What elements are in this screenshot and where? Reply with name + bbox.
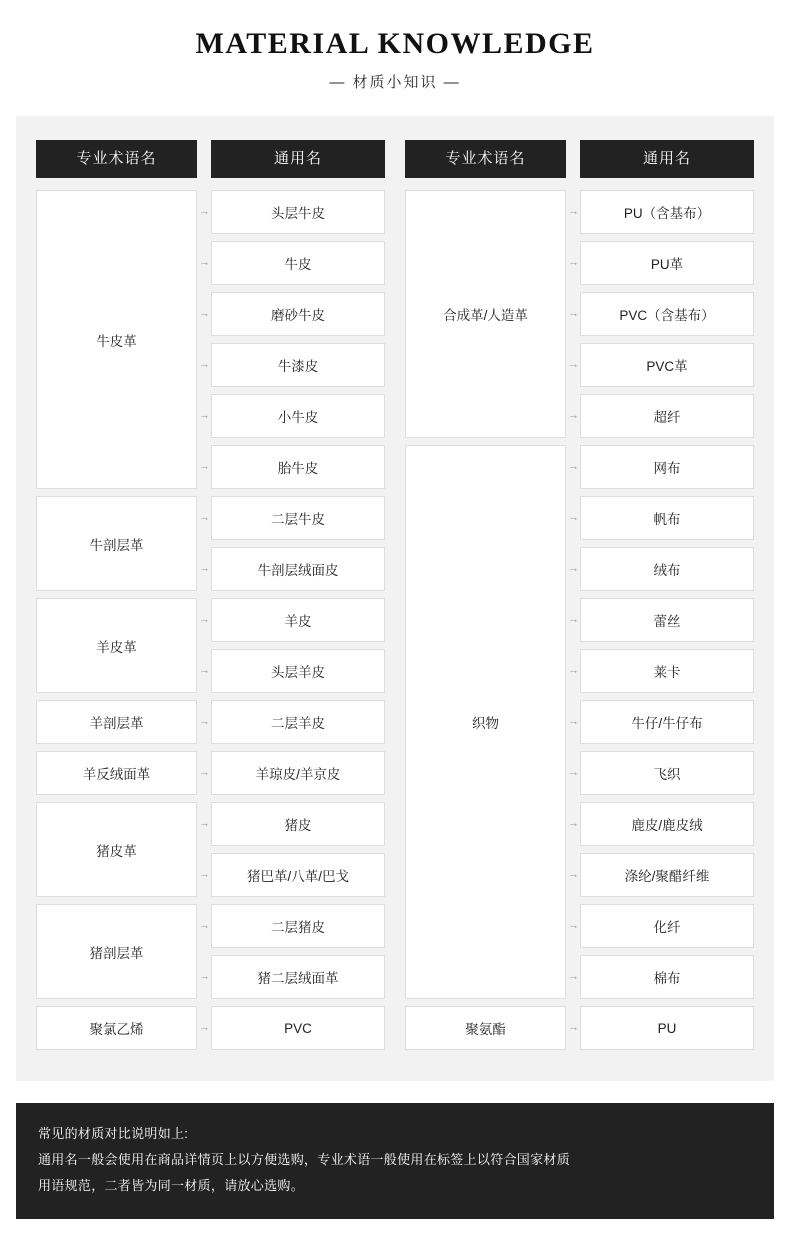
common-name-label: 羊琼皮/羊京皮 <box>255 767 341 782</box>
comparison-panel <box>16 116 774 1081</box>
arrow-right-icon: → <box>568 460 579 473</box>
common-name-label: 二层羊皮 <box>271 716 325 731</box>
term-cell: 聚氯乙烯 <box>36 1006 197 1050</box>
arrow-right-icon: → <box>568 970 579 983</box>
term-cell: 猪皮革 <box>36 802 197 897</box>
common-name-label: 牛仔/牛仔布 <box>631 716 703 731</box>
arrow-right-icon: → <box>199 817 210 830</box>
header-common-left: 通用名 <box>211 140 385 178</box>
arrow-right-icon: → <box>199 970 210 983</box>
common-name-cell <box>199 700 385 744</box>
common-name-label: 化纤 <box>653 920 681 935</box>
common-name-label: 头层牛皮 <box>271 206 325 221</box>
common-name-cell <box>199 904 385 948</box>
common-name-label: 胎牛皮 <box>277 461 319 476</box>
common-name-label: 牛剖层绒面皮 <box>257 563 339 578</box>
header-term-left: 专业术语名 <box>36 140 197 178</box>
arrow-right-icon: → <box>199 562 210 575</box>
term-cell: 羊剖层革 <box>36 700 197 744</box>
common-name-label: 莱卡 <box>653 665 681 680</box>
common-name-label: 猪巴革/八革/巴戈 <box>246 869 349 884</box>
note-line-2: 通用名一般会使用在商品详情页上以方便选购，专业术语一般使用在标签上以符合国家材质 <box>38 1152 571 1167</box>
common-name-label: 棉布 <box>653 971 681 986</box>
footer-note <box>16 1103 774 1219</box>
common-name-cell <box>199 649 385 693</box>
common-name-label: 二层猪皮 <box>271 920 325 935</box>
header-term-right: 专业术语名 <box>405 140 566 178</box>
arrow-right-icon: → <box>199 460 210 473</box>
common-name-label: PU革 <box>650 257 684 272</box>
term-cell: 羊反绒面革 <box>36 751 197 795</box>
common-name-cell <box>568 496 754 540</box>
arrow-right-icon: → <box>568 511 579 524</box>
common-name-cell <box>568 241 754 285</box>
left-common-column <box>199 140 385 1057</box>
common-name-cell <box>568 751 754 795</box>
common-name-label: 猪二层绒面革 <box>257 971 339 986</box>
right-common-stack <box>568 190 754 1050</box>
left-column-pair <box>36 140 385 1057</box>
common-name-cell <box>199 190 385 234</box>
common-name-label: 蕾丝 <box>653 614 681 629</box>
term-cell: 羊皮革 <box>36 598 197 693</box>
common-name-label: 羊皮 <box>284 614 312 629</box>
arrow-right-icon: → <box>568 1021 579 1034</box>
common-name-label: PU（含基布） <box>623 206 711 221</box>
common-name-cell <box>199 445 385 489</box>
common-name-label: 牛皮 <box>284 257 312 272</box>
common-name-cell <box>199 292 385 336</box>
page-title: MATERIAL KNOWLEDGE <box>195 27 595 60</box>
common-name-cell <box>568 547 754 591</box>
header-common-right: 通用名 <box>580 140 754 178</box>
common-name-cell <box>568 394 754 438</box>
common-name-label: 帆布 <box>653 512 681 527</box>
right-term-stack <box>405 190 566 1050</box>
arrow-right-icon: → <box>199 766 210 779</box>
arrow-right-icon: → <box>199 409 210 422</box>
common-name-cell <box>199 496 385 540</box>
arrow-right-icon: → <box>568 766 579 779</box>
arrow-right-icon: → <box>568 613 579 626</box>
arrow-right-icon: → <box>199 868 210 881</box>
common-name-label: 超纤 <box>653 410 681 425</box>
right-common-column <box>568 140 754 1057</box>
common-name-cell <box>199 547 385 591</box>
common-name-label: 绒布 <box>653 563 681 578</box>
common-name-cell <box>568 955 754 999</box>
arrow-right-icon: → <box>199 358 210 371</box>
common-name-cell <box>199 1006 385 1050</box>
arrow-right-icon: → <box>199 919 210 932</box>
common-name-cell <box>568 649 754 693</box>
common-name-cell <box>199 394 385 438</box>
page-subtitle: — 材质小知识 — <box>329 74 461 91</box>
common-name-cell <box>568 343 754 387</box>
common-name-label: 涤纶/聚醋纤维 <box>624 869 710 884</box>
common-name-label: 小牛皮 <box>277 410 319 425</box>
common-name-cell <box>568 700 754 744</box>
common-name-cell <box>568 853 754 897</box>
arrow-right-icon: → <box>568 664 579 677</box>
common-name-cell <box>199 241 385 285</box>
common-name-cell <box>568 1006 754 1050</box>
common-name-cell <box>568 598 754 642</box>
arrow-right-icon: → <box>568 358 579 371</box>
common-name-cell <box>568 904 754 948</box>
common-name-cell <box>199 598 385 642</box>
arrow-right-icon: → <box>568 817 579 830</box>
arrow-right-icon: → <box>199 613 210 626</box>
arrow-right-icon: → <box>199 307 210 320</box>
left-term-stack <box>36 190 197 1050</box>
term-cell: 织物 <box>405 445 566 999</box>
common-name-label: 头层羊皮 <box>271 665 325 680</box>
right-term-column <box>405 140 566 1057</box>
note-line-3: 用语规范，二者皆为同一材质，请放心选购。 <box>38 1178 305 1193</box>
common-name-cell <box>199 802 385 846</box>
common-name-label: 飞织 <box>653 767 681 782</box>
term-cell: 聚氨酯 <box>405 1006 566 1050</box>
common-name-cell <box>568 190 754 234</box>
common-name-label: 二层牛皮 <box>271 512 325 527</box>
common-name-label: 磨砂牛皮 <box>271 308 325 323</box>
term-cell: 猪剖层革 <box>36 904 197 999</box>
common-name-cell <box>199 955 385 999</box>
arrow-right-icon: → <box>199 511 210 524</box>
term-cell: 牛剖层革 <box>36 496 197 591</box>
arrow-right-icon: → <box>199 664 210 677</box>
arrow-right-icon: → <box>568 562 579 575</box>
common-name-cell <box>199 853 385 897</box>
note-line-1: 常见的材质对比说明如上: <box>38 1126 189 1141</box>
common-name-cell <box>568 445 754 489</box>
arrow-right-icon: → <box>199 256 210 269</box>
common-name-label: 猪皮 <box>284 818 312 833</box>
left-term-column <box>36 140 197 1057</box>
arrow-right-icon: → <box>199 1021 210 1034</box>
common-name-label: PU <box>657 1020 677 1036</box>
arrow-right-icon: → <box>568 919 579 932</box>
common-name-label: 网布 <box>653 461 681 476</box>
arrow-right-icon: → <box>199 715 210 728</box>
arrow-right-icon: → <box>199 205 210 218</box>
comparison-grid <box>36 140 754 1057</box>
arrow-right-icon: → <box>568 868 579 881</box>
term-cell: 牛皮革 <box>36 190 197 489</box>
common-name-label: 牛漆皮 <box>277 359 319 374</box>
common-name-cell <box>199 751 385 795</box>
common-name-label: PVC <box>284 1020 312 1036</box>
common-name-label: PVC（含基布） <box>619 308 715 323</box>
arrow-right-icon: → <box>568 409 579 422</box>
arrow-right-icon: → <box>568 307 579 320</box>
common-name-cell <box>568 292 754 336</box>
page-header <box>0 0 790 92</box>
common-name-label: PVC革 <box>646 359 688 374</box>
right-column-pair <box>405 140 754 1057</box>
arrow-right-icon: → <box>568 715 579 728</box>
arrow-right-icon: → <box>568 256 579 269</box>
term-cell: 合成革/人造革 <box>405 190 566 438</box>
left-common-stack <box>199 190 385 1050</box>
common-name-cell <box>568 802 754 846</box>
common-name-cell <box>199 343 385 387</box>
arrow-right-icon: → <box>568 205 579 218</box>
common-name-label: 鹿皮/鹿皮绒 <box>631 818 703 833</box>
